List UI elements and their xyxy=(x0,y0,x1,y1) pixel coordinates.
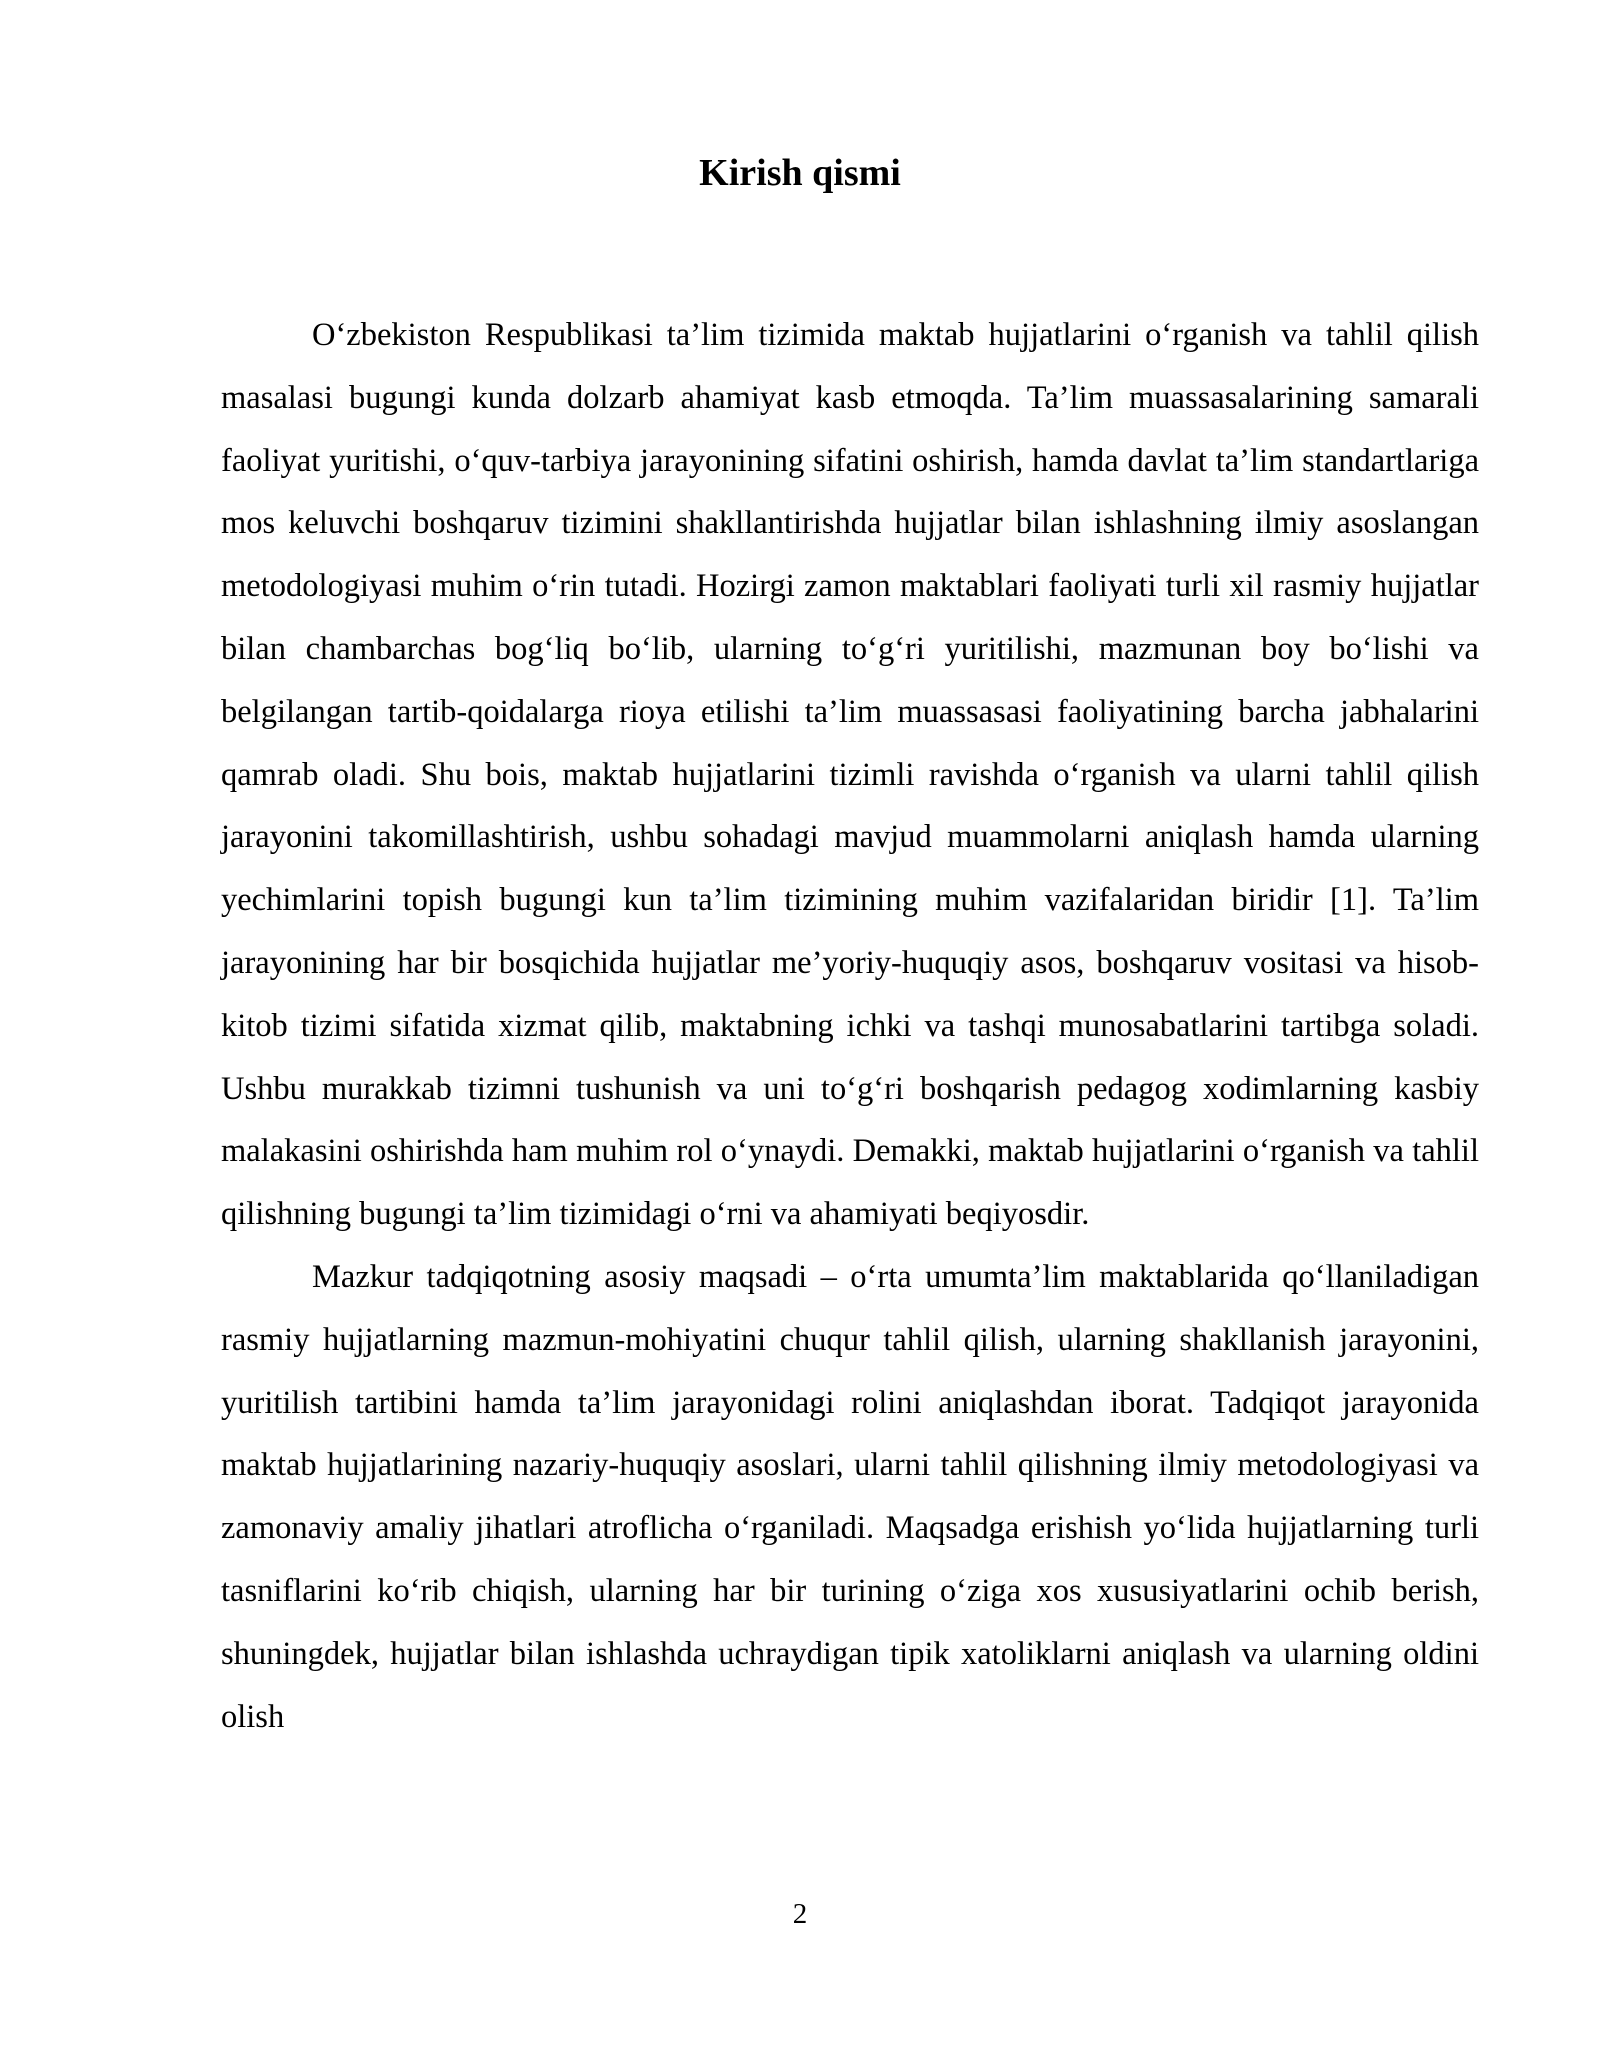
paragraph-1: O‘zbekiston Respublikasi ta’lim tizimida maktab hujjatlarini o‘rganish va tahlil qilish masalasi bugungi kunda dolzarb ahamiyat kasb etmoqda. Ta’lim muassasalarining samarali faoliyat yuritishi, o‘quv-tarbiya jarayonining sifatini oshirish, hamda davlat ta’lim standartlariga mos keluvchi boshqaruv tizimini shakllantirishda hujjatlar bilan ishlashning ilmiy asoslangan metodologiyasi muhim o‘rin tutadi. Hozirgi zamon maktablari faoliyati turli xil rasmiy hujjatlar bilan chambarchas bog‘liq bo‘lib, ularning to‘g‘ri yuritilishi, mazmunan boy bo‘lishi va belgilangan tartib-qoidalarga rioya etilishi ta’lim muassasasi faoliyatining barcha jabhalarini qamrab oladi. Shu bois, maktab hujjatlarini tizimli ravishda o‘rganish va ularni tahlil qilish jarayonini takomillashtirish, ushbu sohadagi mavjud muammolarni aniqlash hamda ularning yechimlarini topish bugungi kun ta’lim tizimining muhim vazifalaridan biridir [1]. Ta’lim jarayonining har bir bosqichida hujjatlar me’yoriy-huquqiy asos, boshqaruv vositasi va hisob-kitob tizimi sifatida xizmat qilib, maktabning ichki va tashqi munosabatlarini tartibga soladi. Ushbu murakkab tizimni tushunish va uni to‘g‘ri boshqarish pedagog xodimlarning kasbiy malakasini oshirishda ham muhim rol o‘ynaydi. Demakki, maktab hujjatlarini o‘rganish va tahlil qilishning bugungi ta’lim tizimidagi o‘rni va ahamiyati beqiyosdir. xyxy=(221,317,1479,1233)
page-number: 2 xyxy=(792,1898,808,1930)
section-title: Kirish qismi xyxy=(699,152,901,194)
paragraph-2: Mazkur tadqiqotning asosiy maqsadi – o‘rta umumta’lim maktablarida qo‘llaniladigan rasmiy hujjatlarning mazmun-mohiyatini chuqur tahlil qilish, ularning shakllanish jarayonini, yuritilish tartibini hamda ta’lim jarayonidagi rolini aniqlashdan iborat. Tadqiqot jarayonida maktab hujjatlarining nazariy-huquqiy asoslari, ularni tahlil qilishning ilmiy metodologiyasi va zamonaviy amaliy jihatlari atroflicha o‘rganiladi. Maqsadga erishish yo‘lida hujjatlarning turli tasniflarini ko‘rib chiqish, ularning har bir turining o‘ziga xos xususiyatlarini ochib berish, shuningdek, hujjatlar bilan ishlashda uchraydigan tipik xatoliklarni aniqlash va ularning oldini olish xyxy=(221,1258,1479,1735)
body-text xyxy=(221,304,1479,1748)
